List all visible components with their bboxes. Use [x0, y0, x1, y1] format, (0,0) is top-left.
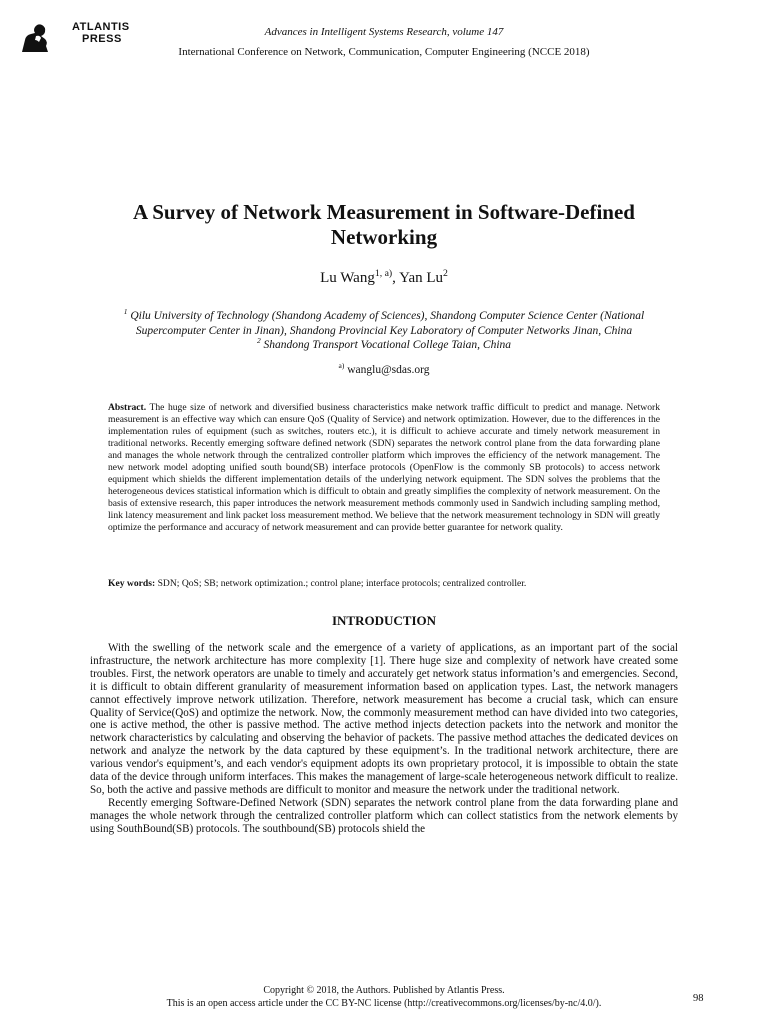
abstract-label: Abstract.: [108, 402, 147, 413]
author-separator: ,: [392, 270, 400, 286]
author-list: [0, 270, 768, 287]
abstract: [108, 402, 660, 535]
contact-email: [0, 361, 768, 376]
paper-title: A Survey of Network Measurement in Software-Defined Networking: [133, 200, 635, 249]
author-1-name: Lu Wang: [320, 270, 375, 286]
page-number: 98: [693, 993, 704, 1004]
author-2-marker: 2: [443, 268, 448, 279]
conference-header: International Conference on Network, Communication, Computer Engineering (NCCE 2018): [178, 46, 590, 58]
intro-paragraph-1: With the swelling of the network scale and the emergence of a variety of applications, as an important part of the social infrastructure, the network architecture has more complexity [1]. There huge size and complexity of network have created some troubles. First, the network operators are unable to timely and accurately get network status information’s and emergencies. Second, it is difficult to obtain different granularity of measurement information based on application types. Last, the network managers cannot effectively improve network utilization. Therefore, network measurement has become a crucial task, which can ensure Quality of Service(QoS) and optimize the network. Now, the commonly measurement method can have divided into two categories, one is active method, the other is passive method. The active method injects detection packets into the network and monitor the network characteristics by calculating and observing the behavior of packets. The passive method attaches the dedicated devices on network and analyze the network by the data captured by these equipment’s. In the traditional network architecture, there are various vendor's equipment’s, and each vendor's equipment adopts its own proprietary protocol, it is impossible to obtain the state data of the device through uniform interfaces. This makes the management of large-scale heterogeneous network difficult to realize. So, both the active and passive methods are difficult to monitor and measure the network under the traditional network.: [90, 642, 678, 796]
license-notice: This is an open access article under the CC BY-NC license (http://creativecommons.org/licenses/by-nc/4.0/).: [166, 998, 602, 1009]
keywords-label: Key words:: [108, 578, 156, 589]
affiliation-2: [90, 338, 678, 353]
affiliation-1-text: Qilu University of Technology (Shandong Academy of Sciences), Shandong Computer Science Center (National Supercomputer Center in Jinan), Shandong Provincial Key Laboratory of Computer Networks Jinan, China: [130, 310, 645, 337]
abstract-text: The huge size of network and diversified business characteristics make network traffic difficult to predict and manage. Network measurement is an effective way which can ensure QoS (Quality of Service) and network optimization. However, due to the differences in the implementation rules of equipment (such as switches, routers etc.), it is difficult to achieve accurate and timely network measurement in traditional networks. Recently emerging software defined network (SDN) separates the network control plane from the data forwarding plane and manages the whole network through the centralized controller platform which improves the efficiency of the network management. The new network model adopting unified south bound(SB) interface protocols (OpenFlow is the commonly SB protocols) to access network equipment which shields the different implementation details of the underlying network equipment. The SDN solves the problems that the heterogeneous devices statistical information which is difficult to obtain and greatly simplifies the complexity of network measurement. On the basis of extensive research, this paper introduces the network measurement methods commonly used in Sandwich including sampling method, link latency measurement and link packet loss measurement method. We believe that the network measurement technology in SDN will greatly optimize the performance and accuracy of network measurement and can provide better guarantee for network quality.: [108, 402, 660, 534]
author-1-marker: 1, a): [374, 268, 393, 279]
email-address: wanglu@sdas.org: [347, 364, 430, 376]
introduction-body: [90, 642, 678, 836]
keywords: [108, 578, 660, 589]
email-marker: a): [338, 361, 345, 371]
affiliation-2-marker: 2: [256, 336, 261, 346]
affiliation-2-text: Shandong Transport Vocational College Taian, China: [263, 339, 512, 351]
keywords-text: SDN; QoS; SB; network optimization.; control plane; interface protocols; centralized controller.: [157, 578, 527, 589]
logo-line-1: ATLANTIS: [72, 21, 130, 33]
author-2-name: Yan Lu: [399, 270, 444, 286]
section-heading-introduction: INTRODUCTION: [331, 613, 436, 628]
affiliation-1-marker: 1: [123, 307, 128, 317]
journal-header: Advances in Intelligent Systems Research, volume 147: [264, 26, 504, 38]
affiliation-1: [90, 309, 678, 338]
affiliations: [90, 309, 678, 353]
copyright-notice: Copyright © 2018, the Authors. Published by Atlantis Press.: [263, 985, 505, 996]
intro-paragraph-2: Recently emerging Software-Defined Network (SDN) separates the network control plane from the data forwarding plane and manages the whole network through the centralized controller platform which can collect statistics from the network elements by using SouthBound(SB) protocols. The southbound(SB) protocols shield the: [90, 796, 678, 835]
logo-line-2: PRESS: [82, 33, 122, 45]
